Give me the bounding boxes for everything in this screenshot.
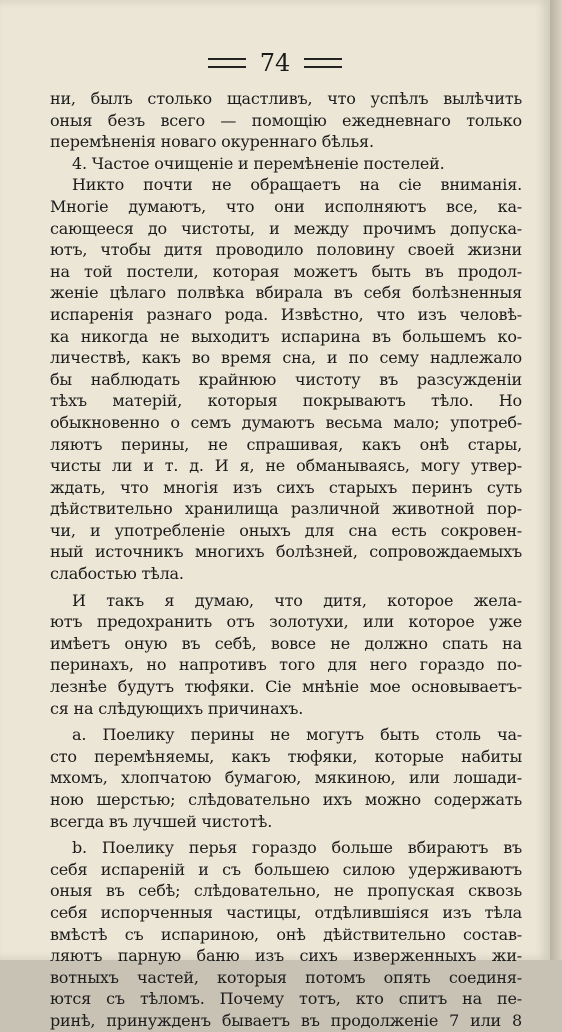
text-line: обыкновенно о семъ думаютъ весьма мало; употреб- [50,412,522,432]
text-line: сающееся до чистоты, и между прочимъ допуска- [50,218,522,238]
text-line: себя испареній и съ большею силою удерживаютъ [50,859,522,879]
text-line: ный источникъ многихъ болѣзней, сопровождаемыхъ [50,542,522,562]
text-line: тѣхъ матерій, которыя покрываютъ тѣло. Но [50,391,522,411]
text-line: Никто почти не обращаетъ на сіе вниманія. [72,175,522,195]
text-line: ются съ тѣломъ. Почему тотъ, кто спитъ на пе- [50,989,522,1009]
text-line: b. Поелику перья гораздо больше вбираютъ въ [72,838,522,858]
text-line: ни, былъ столько щастливъ, что успѣлъ вылѣчить [50,89,522,108]
page-edge [550,0,562,960]
text-line: ляютъ перины, не спрашивая, какъ онѣ стары, [50,434,522,454]
text-line: ждать, что многія изъ сихъ старыхъ перинъ суть [50,477,522,497]
text-line: чисты ли и т. д. И я, не обманываясь, могу утвер- [50,456,522,476]
page-number: 74 [259,49,291,77]
text-line: И такъ я думаю, что дитя, которое жела- [72,590,522,610]
text-line: а. Поелику перины не могутъ быть столь ча- [72,725,522,745]
text-line: вмѣстѣ съ испариною, онѣ дѣйствительно состав- [50,924,522,944]
text-line: дѣйствительно хранилища различной животной пор- [50,499,522,519]
text-line: ютъ предохранить отъ золотухи, или которое уже [50,612,522,632]
text-line: сто перемѣняемы, какъ тюфяки, которые набиты [50,746,522,766]
text-line: 4. Частое очищеніе и перемѣненіе постелей. [72,153,445,173]
text-line: перинахъ, но напротивъ того для него гораздо по- [50,655,522,675]
text-line: ляютъ парную баню изъ сихъ изверженныхъ жи- [50,946,522,966]
text-line: ринѣ, принужденъ бываетъ въ продолженіе 7 или 8 [50,1010,522,1030]
text-line: всегда въ лучшей чистотѣ. [50,811,273,831]
text-line: женіе цѣлаго полвѣка вбирала въ себя болѣзненныя [50,283,522,303]
text-line: испаренія разнаго рода. Извѣстно, что изъ человѣ- [50,304,522,324]
text-line: ся на слѣдующихъ причинахъ. [50,698,304,718]
text-line: оныя въ себѣ; слѣдовательно, не пропуская сквозь [50,881,522,901]
text-line: ною шерстью; слѣдовательно ихъ можно содержать [50,790,522,809]
text-line: ка никогда не выходитъ испарина въ большемъ ко- [50,326,522,346]
text-line: перемѣненія новаго окуреннаго бѣлья. [50,132,374,152]
text-line: бы наблюдать крайнюю чистоту въ разсужденіи [50,369,522,389]
text-line: лезнѣе будутъ тюфяки. Сіе мнѣніе мое основываетъ- [50,677,522,697]
body-text [50,88,522,1032]
text-line: на той постели, которая можетъ быть въ продол- [50,261,522,281]
header-rule-left [208,58,246,68]
text-line: имѣетъ оную въ себѣ, вовсе не должно спать на [50,633,522,653]
text-line: слабостью тѣла. [50,564,184,584]
text-line: чи, и употребленіе оныхъ для сна есть сокровен- [50,520,522,540]
text-line: личествѣ, какъ во время сна, и по сему надлежало [50,348,522,368]
text-line: ютъ, чтобы дитя проводило половину своей жизни [50,240,522,260]
text-line: вотныхъ частей, которыя потомъ опять соединя- [50,967,522,987]
text-line: оныя безъ всего — помощію ежедневнаго только [50,110,522,130]
text-line: себя испорченныя частицы, отдѣлившіяся изъ тѣла [50,902,522,922]
text-line: Многіе думаютъ, что они исполняютъ все, ка- [50,196,522,216]
page-header [0,48,550,78]
header-rule-right [304,58,342,68]
text-line: мхомъ, хлопчатою бумагою, мякиною, или лошади- [50,768,522,788]
